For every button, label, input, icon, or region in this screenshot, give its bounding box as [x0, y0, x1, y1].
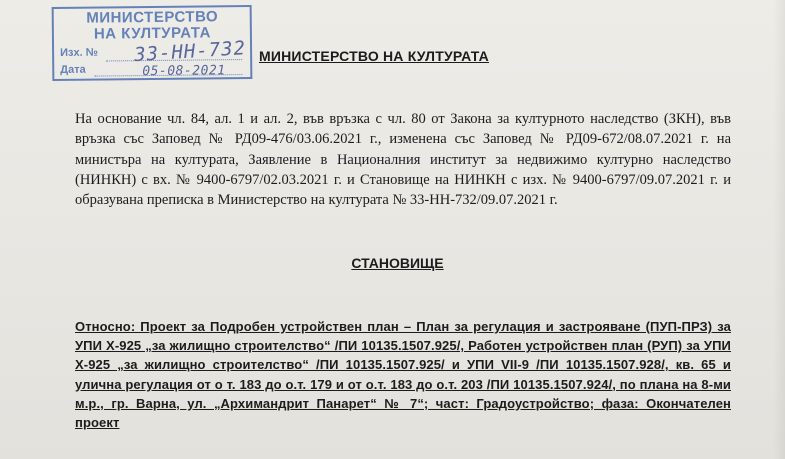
registration-stamp	[52, 5, 253, 81]
stamp-title-line2: НА КУЛТУРАТА	[93, 24, 211, 43]
page-edge-shadow	[773, 0, 785, 459]
stamp-date-value: 05-08-2021	[142, 63, 226, 80]
stamp-title-line1: МИНИСТЕРСТВО	[86, 8, 219, 27]
stamp-reg-number: 33-НН-732	[133, 37, 247, 67]
stamp-reg-label: Изх. №	[60, 46, 99, 59]
subject-paragraph: Относно: Проект за Подробен устройствен план – План за регулация и застрояване (ПУП-ПРЗ) за УПИ Х-925 „за жилищно строителство“ /ПИ 10135.1507.925/, Работен устройствен план (РУП) за УПИ Х-925 „за жилищно строителство“ /ПИ 10135.1507.925/ и УПИ VII-9 /ПИ 10135.1507.928/, кв. 65 и улична регулация от о т. 183 до о.т. 179 и от о.т. 183 до о.т. 203 /ПИ 10135.1507.924/, по плана на 8-ми м.р., гр. Варна, ул. „Архимандрит Панарет“ № 7“; част: Градоустройство; фаза: Окончателен проект	[75, 319, 731, 431]
document-heading: СТАНОВИЩЕ	[351, 255, 444, 271]
ministry-title: МИНИСТЕРСТВО НА КУЛТУРАТА	[259, 48, 489, 64]
intro-paragraph: На основание чл. 84, ал. 1 и ал. 2, във връзка с чл. 80 от Закона за културното наследство (ЗКН), във връзка със Заповед № РД09-476/03.06.2021 г., изменена със Заповед № РД09-672/08.07.2021 г. на министъра на културата, Заявление в Националния институт за недвижимо културно наследство (НИНКН) с вх. № 9400-6797/02.03.2021 г. и Становище на НИНКН с изх. № 9400-6797/09.07.2021 г. и образувана преписка в Министерство на културата № 33-НН-732/09.07.2021 г.	[75, 111, 731, 209]
stamp-date-label: Дата	[60, 63, 86, 76]
